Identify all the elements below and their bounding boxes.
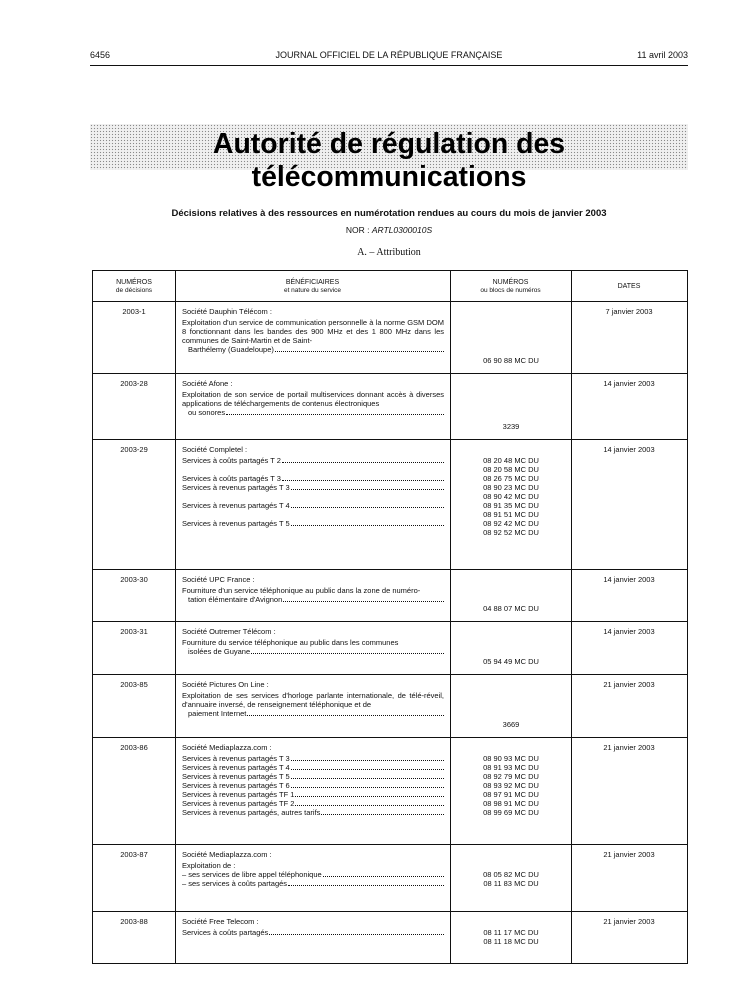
header-num-sub: de décisions: [115, 287, 153, 294]
number-block: 08 99 69 MC DU: [483, 808, 539, 817]
service-label: Services à revenus partagés T 6: [182, 781, 290, 790]
nor-value: ARTL0300010S: [371, 225, 433, 235]
service-line: [182, 754, 444, 763]
decision-number: 2003-85: [120, 680, 148, 689]
authority-banner: [90, 124, 688, 193]
header-blocks-sub: ou blocs de numéros: [480, 287, 541, 294]
number-block: 08 11 17 MC DU: [483, 928, 539, 937]
service-line: [182, 456, 444, 465]
nor-label: NOR :: [345, 225, 370, 235]
decision-number: 2003-86: [120, 743, 148, 752]
dot-leader: [269, 934, 444, 935]
number-block: 08 91 51 MC DU: [483, 510, 539, 519]
service-label: Services à revenus partagés T 4: [182, 501, 290, 510]
service-line-text: paiement Internet: [188, 709, 247, 718]
company-name: Société Pictures On Line :: [182, 680, 269, 689]
company-name: Société Completel :: [182, 445, 248, 454]
header-num: [93, 279, 175, 295]
header-ben-sub: et nature du service: [283, 287, 342, 294]
company-name: Société Afone :: [182, 379, 233, 388]
header-blocks-label: NUMÉROS: [492, 279, 529, 286]
decision-date: 7 janvier 2003: [605, 307, 653, 316]
decision-number: 2003-1: [122, 307, 146, 316]
company-name: Société Mediaplazza.com :: [182, 850, 272, 859]
service-line: [182, 781, 444, 790]
service-line-text: tation élémentaire d'Avignon: [188, 595, 283, 604]
decision-date: 14 janvier 2003: [603, 627, 655, 636]
table-row: [93, 844, 687, 911]
section-heading: A. – Attribution: [357, 247, 421, 258]
beneficiary-cell: [182, 307, 444, 354]
issue-date: 11 avril 2003: [637, 50, 688, 60]
decision-number: 2003-30: [120, 575, 148, 584]
service-line: [182, 763, 444, 772]
service-label: Services à coûts partagés T 2: [182, 456, 281, 465]
beneficiary-cell: [182, 743, 444, 817]
table-row: [93, 737, 687, 844]
number-block: 3669: [502, 720, 520, 729]
dot-leader: [291, 769, 444, 770]
service-label: Services à revenus partagés T 5: [182, 772, 290, 781]
beneficiary-cell: [182, 680, 444, 718]
service-line: [182, 519, 444, 528]
decision-date: 21 janvier 2003: [603, 850, 655, 859]
number-block: 06 90 88 MC DU: [483, 356, 539, 365]
beneficiary-cell: [182, 627, 444, 656]
banner-title: Autorité de régulation des télécommunications: [212, 128, 566, 193]
service-label: Services à coûts partagés T 3: [182, 474, 281, 483]
header-ben-label: BÉNÉFICIAIRES: [285, 279, 340, 286]
decision-date: 21 janvier 2003: [603, 680, 655, 689]
company-name: Société Mediaplazza.com :: [182, 743, 272, 752]
number-blocks: [451, 754, 571, 817]
service-description: Exploitation de ses services d'horloge parlante internationale, de télé-réveil, d'annuaire inversé, de renseignement téléphonique et de: [182, 691, 444, 709]
number-block: 08 26 75 MC DU: [483, 474, 539, 483]
service-description: Exploitation d'un service de communication personnelle à la norme GSM DOM 8 fonctionnant dans les bandes des 900 MHz et des 1 800 MHz dans les communes de Saint-Martin et de Saint-: [182, 318, 444, 345]
number-blocks: [451, 604, 571, 613]
number-blocks: [451, 456, 571, 537]
table-row: [93, 621, 687, 674]
page-number: 6456: [90, 50, 111, 60]
header-blocks: [450, 279, 571, 295]
table-row: [93, 301, 687, 373]
running-header: [90, 50, 688, 64]
service-description: Fourniture du service téléphonique au public dans les communes: [182, 638, 399, 647]
service-description: Exploitation de son service de portail multiservices donnant accès à diverses applications de téléchargements de contenus électroniques: [182, 390, 444, 408]
dot-leader: [295, 796, 444, 797]
number-blocks: [451, 422, 571, 431]
decision-date: 14 janvier 2003: [603, 445, 655, 454]
number-blocks: [451, 928, 571, 946]
line-spacer: [182, 937, 444, 946]
service-line-text: ou sonores: [188, 408, 226, 417]
beneficiary-cell: [182, 379, 444, 417]
company-name: Société Free Telecom :: [182, 917, 259, 926]
header-dates: [571, 283, 687, 291]
service-label: Services à revenus partagés T 3: [182, 754, 290, 763]
decision-date: 21 janvier 2003: [603, 917, 655, 926]
decision-number: 2003-29: [120, 445, 148, 454]
service-line: [182, 790, 444, 799]
header-dates-label: DATES: [617, 283, 641, 290]
number-block: 08 98 91 MC DU: [483, 799, 539, 808]
service-line: [182, 483, 444, 492]
header-rule: [90, 65, 688, 66]
line-spacer: [182, 465, 444, 474]
service-line-text: isolées de Guyane: [188, 647, 251, 656]
number-block: 08 92 79 MC DU: [483, 772, 539, 781]
service-line: [182, 799, 444, 808]
service-label: Services à revenus partagés T 5: [182, 519, 290, 528]
dot-leader: [275, 351, 444, 352]
header-beneficiaries: [175, 279, 450, 295]
service-label: Services à revenus partagés T 3: [182, 483, 290, 492]
dot-leader: [251, 653, 444, 654]
service-line: [182, 870, 444, 879]
service-line: [182, 647, 444, 656]
service-line: [182, 408, 444, 417]
dot-leader: [291, 760, 444, 761]
decision-number: 2003-31: [120, 627, 148, 636]
service-line: [182, 474, 444, 483]
number-block: 08 90 23 MC DU: [483, 483, 539, 492]
table-row: [93, 439, 687, 569]
dot-leader: [295, 805, 444, 806]
service-line: [182, 595, 444, 604]
service-description: Fourniture d'un service téléphonique au public dans la zone de numéro-: [182, 586, 421, 595]
number-blocks: [451, 870, 571, 888]
table-row: [93, 911, 687, 965]
dot-leader: [291, 787, 444, 788]
service-line: [182, 345, 444, 354]
company-name: Société Dauphin Télécom :: [182, 307, 272, 316]
service-label: – ses services à coûts partagés: [182, 879, 288, 888]
beneficiary-cell: [182, 850, 444, 888]
decisions-title: Décisions relatives à des ressources en numérotation rendues au cours du mois de janvier 2003: [171, 208, 607, 219]
number-block: 3239: [502, 422, 520, 431]
number-block: 08 20 48 MC DU: [483, 456, 539, 465]
service-label: Services à revenus partagés T 4: [182, 763, 290, 772]
line-spacer: [182, 510, 444, 519]
decision-date: 14 janvier 2003: [603, 379, 655, 388]
service-label: – ses services de libre appel téléphonique: [182, 870, 322, 879]
number-block: 08 20 58 MC DU: [483, 465, 539, 474]
service-line: [182, 772, 444, 781]
number-block: 08 93 92 MC DU: [483, 781, 539, 790]
dot-leader: [291, 507, 444, 508]
header-num-label: NUMÉROS: [116, 279, 152, 286]
decision-date: 14 janvier 2003: [603, 575, 655, 584]
dot-leader: [321, 814, 444, 815]
dot-leader: [247, 715, 444, 716]
table-row: [93, 373, 687, 439]
decision-number: 2003-28: [120, 379, 148, 388]
number-block: 08 11 18 MC DU: [483, 937, 539, 946]
decision-date: 21 janvier 2003: [603, 743, 655, 752]
service-line: [182, 928, 444, 937]
service-line: [182, 709, 444, 718]
dot-leader: [226, 414, 444, 415]
journal-title: JOURNAL OFFICIEL DE LA RÉPUBLIQUE FRANÇAISE: [275, 50, 503, 60]
dot-leader: [323, 876, 444, 877]
number-block: 08 90 93 MC DU: [483, 754, 539, 763]
line-spacer: [182, 528, 444, 537]
dot-leader: [291, 778, 444, 779]
beneficiary-cell: [182, 917, 444, 946]
number-block: 08 05 82 MC DU: [483, 870, 539, 879]
company-name: Société Outremer Télécom :: [182, 627, 276, 636]
number-block: 05 94 49 MC DU: [483, 657, 539, 666]
nor-reference: [90, 225, 688, 235]
dot-leader: [291, 525, 444, 526]
line-spacer: [182, 492, 444, 501]
number-blocks: [451, 356, 571, 365]
beneficiary-cell: [182, 445, 444, 537]
decision-number: 2003-87: [120, 850, 148, 859]
number-block: 08 91 93 MC DU: [483, 763, 539, 772]
number-block: 08 97 91 MC DU: [483, 790, 539, 799]
service-label: Services à revenus partagés TF 2: [182, 799, 295, 808]
service-line-text: Barthélemy (Guadeloupe): [188, 345, 274, 354]
service-intro: Exploitation de :: [182, 861, 236, 870]
beneficiary-cell: [182, 575, 444, 604]
number-blocks: [451, 720, 571, 729]
dot-leader: [283, 601, 444, 602]
number-block: 08 91 35 MC DU: [483, 501, 539, 510]
number-block: 08 11 83 MC DU: [483, 879, 539, 888]
number-block: 08 90 42 MC DU: [483, 492, 539, 501]
service-line: [182, 879, 444, 888]
dot-leader: [282, 480, 444, 481]
decisions-table: [92, 270, 688, 964]
service-label: Services à revenus partagés, autres tarifs: [182, 808, 321, 817]
service-label: Services à revenus partagés TF 1: [182, 790, 295, 799]
dot-leader: [282, 462, 444, 463]
number-blocks: [451, 657, 571, 666]
company-name: Société UPC France :: [182, 575, 255, 584]
service-label: Services à coûts partagés: [182, 928, 269, 937]
service-line: [182, 808, 444, 817]
dot-leader: [288, 885, 444, 886]
decision-number: 2003-88: [120, 917, 148, 926]
number-block: 04 88 07 MC DU: [483, 604, 539, 613]
table-row: [93, 569, 687, 621]
dot-leader: [291, 489, 444, 490]
table-row: [93, 674, 687, 737]
number-block: 08 92 42 MC DU: [483, 519, 539, 528]
number-block: 08 92 52 MC DU: [483, 528, 539, 537]
service-line: [182, 501, 444, 510]
